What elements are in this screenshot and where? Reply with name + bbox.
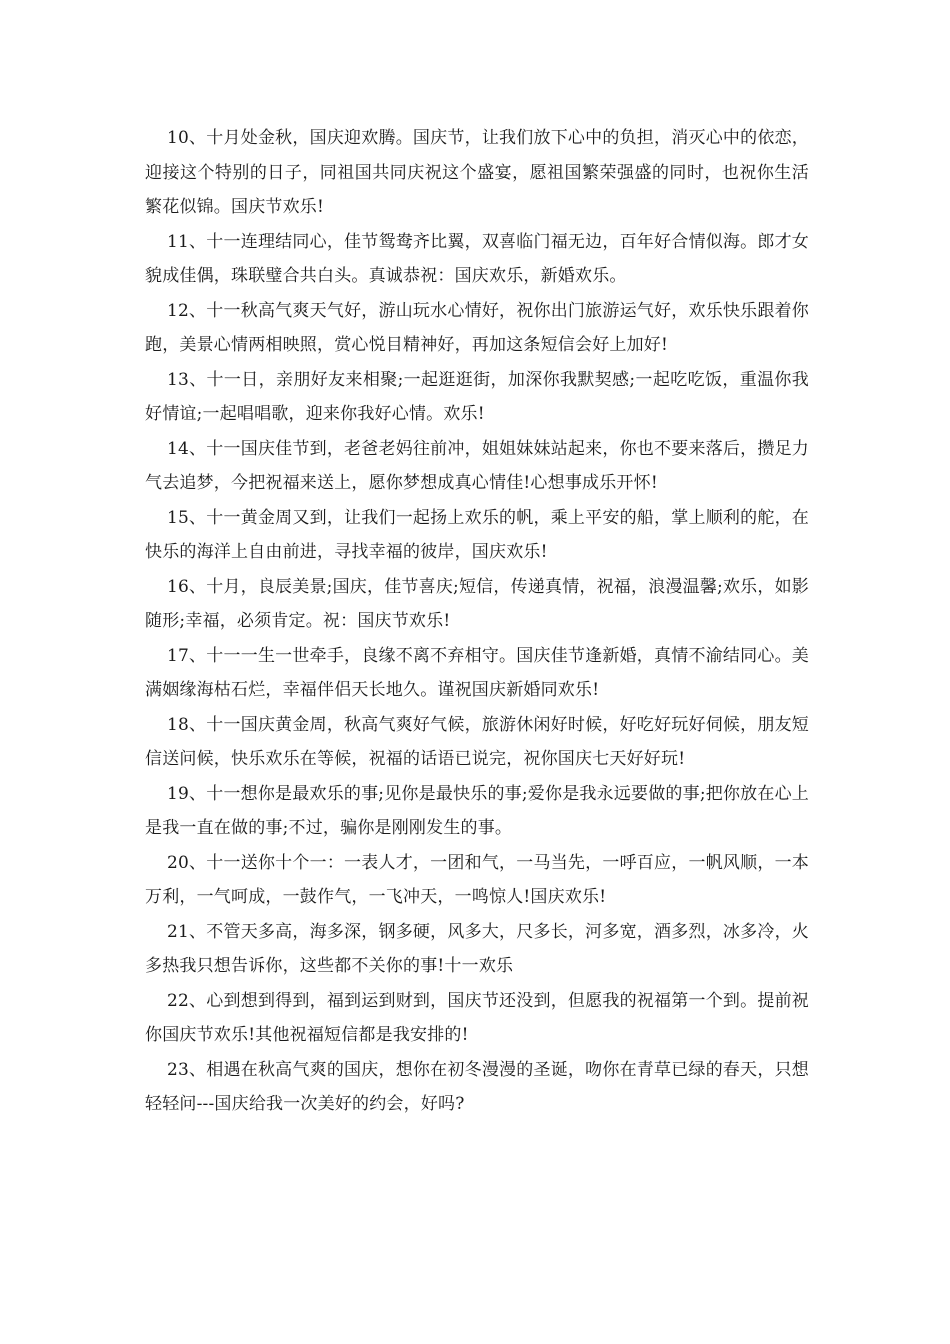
paragraph-11: 11、十一连理结同心，佳节鸳鸯齐比翼，双喜临门福无边，百年好合情似海。郎才女貌成佳偶，珠联璧合共白头。真诚恭祝：国庆欢乐，新婚欢乐。 xyxy=(145,231,809,286)
paragraph-15: 15、十一黄金周又到，让我们一起扬上欢乐的帆，乘上平安的船，掌上顺利的舵，在快乐的海洋上自由前进，寻找幸福的彼岸，国庆欢乐! xyxy=(145,507,809,562)
paragraph-18: 18、十一国庆黄金周，秋高气爽好气候，旅游休闲好时候，好吃好玩好伺候，朋友短信送问候，快乐欢乐在等候，祝福的话语已说完，祝你国庆七天好好玩! xyxy=(145,714,809,769)
paragraph-14: 14、十一国庆佳节到，老爸老妈往前冲，姐姐妹妹站起来，你也不要来落后，攒足力气去追梦，今把祝福来送上，愿你梦想成真心情佳!心想事成乐开怀! xyxy=(145,438,809,493)
document-body xyxy=(145,121,809,1122)
paragraph-20: 20、十一送你十个一：一表人才，一团和气，一马当先，一呼百应，一帆风顺，一本万利，一气呵成，一鼓作气，一飞冲天，一鸣惊人!国庆欢乐! xyxy=(145,852,809,907)
paragraph-21: 21、不管天多高，海多深，钢多硬，风多大，尺多长，河多宽，酒多烈，冰多冷，火多热我只想告诉你，这些都不关你的事!十一欢乐 xyxy=(145,921,809,976)
paragraph-23: 23、相遇在秋高气爽的国庆，想你在初冬漫漫的圣诞，吻你在青草已绿的春天，只想轻轻问---国庆给我一次美好的约会，好吗? xyxy=(145,1059,809,1114)
paragraph-17: 17、十一一生一世牵手，良缘不离不弃相守。国庆佳节逢新婚，真情不渝结同心。美满姻缘海枯石烂，幸福伴侣天长地久。谨祝国庆新婚同欢乐! xyxy=(145,645,809,700)
paragraph-12: 12、十一秋高气爽天气好，游山玩水心情好，祝你出门旅游运气好，欢乐快乐跟着你跑，美景心情两相映照，赏心悦目精神好，再加这条短信会好上加好! xyxy=(145,300,809,355)
paragraph-22: 22、心到想到得到，福到运到财到，国庆节还没到，但愿我的祝福第一个到。提前祝你国庆节欢乐!其他祝福短信都是我安排的! xyxy=(145,990,809,1045)
paragraph-13: 13、十一日，亲朋好友来相聚;一起逛逛街，加深你我默契感;一起吃吃饭，重温你我好情谊;一起唱唱歌，迎来你我好心情。欢乐! xyxy=(145,369,809,424)
paragraph-10: 10、十月处金秋，国庆迎欢腾。国庆节，让我们放下心中的负担，消灭心中的依恋，迎接这个特别的日子，同祖国共同庆祝这个盛宴，愿祖国繁荣强盛的同时，也祝你生活繁花似锦。国庆节欢乐! xyxy=(145,128,809,217)
paragraph-19: 19、十一想你是最欢乐的事;见你是最快乐的事;爱你是我永远要做的事;把你放在心上是我一直在做的事;不过，骗你是刚刚发生的事。 xyxy=(145,783,809,838)
paragraph-16: 16、十月，良辰美景;国庆，佳节喜庆;短信，传递真情，祝福，浪漫温馨;欢乐，如影随形;幸福，必须肯定。祝：国庆节欢乐! xyxy=(145,576,809,631)
